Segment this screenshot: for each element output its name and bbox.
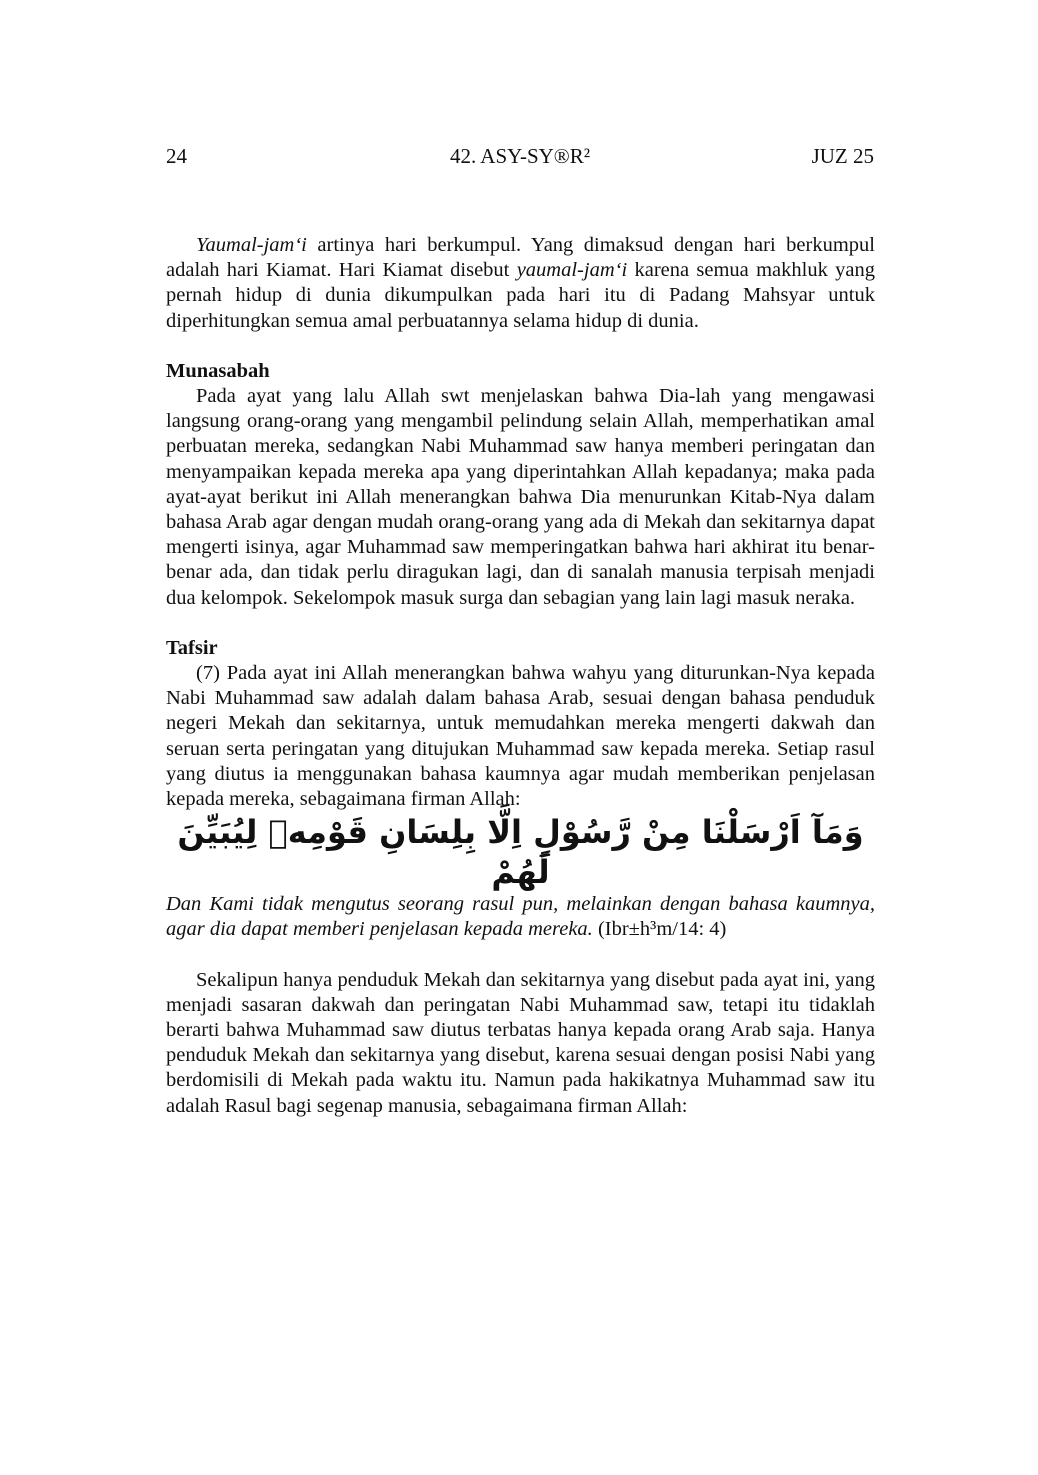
page-header — [166, 144, 874, 174]
arabic-verse: وَمَآ اَرْسَلْنَا مِنْ رَّسُوْلٍ اِلَّا بِلِسَانِ قَوْمِهٖ لِيُبَيِّنَ لَهُمْ — [177, 813, 864, 892]
tafsir-heading: Tafsir — [166, 636, 218, 659]
surah-title: 42. ASY-SY®R² — [449, 144, 591, 168]
verse-reference: (Ibr±h³m/14: 4) — [597, 918, 727, 941]
munasabah-paragraph: Pada ayat yang lalu Allah swt menjelaskan bahwa Dia-lah yang mengawasi langsung orang-orang yang mengambil pelindung selain Allah, memperhatikan amal perbuatan mereka, sedangkan Nabi Muhammad saw hanya memberi peringatan dan menyampaikan kepada mereka apa yang diperintahkan Allah kepadanya; maka pada ayat-ayat berikut ini Allah menerangkan bahwa Dia menurunkan Kitab-Nya dalam bahasa Arab agar dengan mudah orang-orang yang ada di Mekah dan sekitarnya dapat mengerti isinya, agar Muhammad saw memperingatkan bahwa hari akhirat itu benar-benar ada, dan tidak perlu diragukan lagi, dan di sanalah manusia terpisah menjadi dua kelompok. Sekelompok masuk surga dan sebagian yang lain lagi masuk neraka. — [166, 385, 875, 609]
munasabah-heading: Munasabah — [166, 359, 270, 382]
intro-paragraph — [166, 233, 875, 334]
term-yaumal-jami: Yaumal-jam‘i — [196, 234, 307, 256]
intro-text-2: karena semua makhluk yang pernah hidup di dunia dikumpulkan pada hari itu di Padang Mahsyar untuk diperhitungkan semua amal perbuatannya selama hidup di dunia. — [166, 259, 875, 332]
term-yaumal-jami-2: yaumal-jam‘i — [516, 259, 628, 282]
intro-text-1: artinya hari berkumpul. Yang dimaksud dengan hari berkumpul adalah hari Kiamat. Hari Kiamat disebut — [166, 234, 875, 282]
tafsir-paragraph: (7) Pada ayat ini Allah menerangkan bahwa wahyu yang diturunkan-Nya kepada Nabi Muhammad saw adalah dalam bahasa Arab, sesuai dengan bahasa penduduk negeri Mekah dan sekitarnya, untuk memudahkan mereka mengerti dakwah dan seruan serta peringatan yang ditujukan Muhammad saw kepada mereka. Setiap rasul yang diutus ia menggunakan bahasa kaumnya agar mudah memberikan penjelasan kepada mereka, sebagaimana firman Allah: — [166, 662, 875, 811]
verse-translation — [166, 892, 875, 942]
page-content — [166, 233, 875, 1119]
closing-paragraph: Sekalipun hanya penduduk Mekah dan sekitarnya yang disebut pada ayat ini, yang menjadi sasaran dakwah dan peringatan Nabi Muhammad saw, tetapi itu tidaklah berarti bahwa Muhammad saw diutus terbatas hanya kepada orang Arab saja. Hanya penduduk Mekah dan sekitarnya yang disebut, karena sesuai dengan posisi Nabi yang berdomisili di Mekah pada waktu itu. Namun pada hakikatnya Muhammad saw itu adalah Rasul bagi segenap manusia, sebagaimana firman Allah: — [166, 968, 875, 1117]
page-number: 24 — [166, 144, 187, 168]
translation-text: Dan Kami tidak mengutus seorang rasul pun, melainkan dengan bahasa kaumnya, agar dia dapat memberi penjelasan kepada mereka. — [166, 893, 875, 941]
juz-label: JUZ 25 — [811, 144, 874, 168]
